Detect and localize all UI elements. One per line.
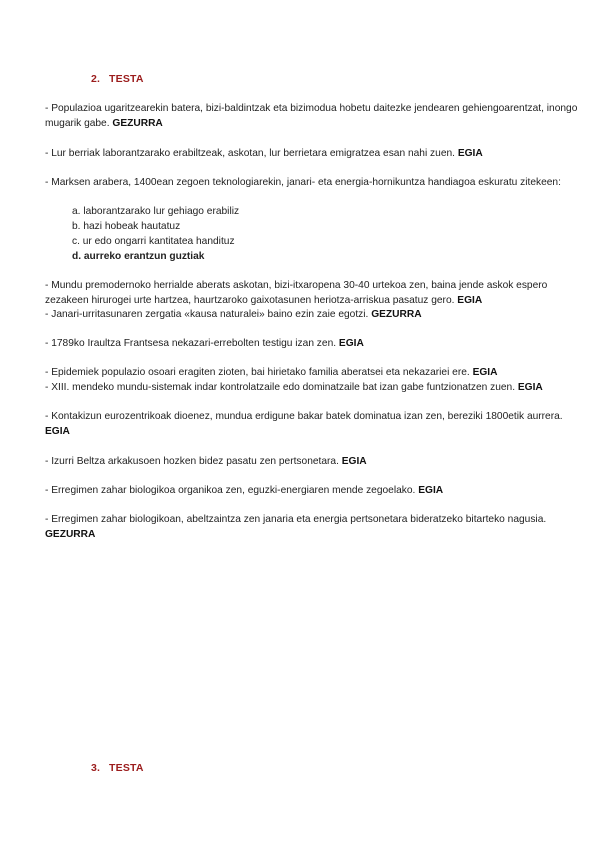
question-text: - Erregimen zahar biologikoa organikoa zen, eguzki-energiaren mende zegoelako. (45, 485, 416, 496)
question-answer: GEZURRA (45, 529, 96, 540)
question-answer: EGIA (517, 382, 543, 393)
section-number: 3. (91, 762, 101, 774)
question-text: - Janari-urritasunaren zergatia «kausa naturalei» baino ezin zaie egotzi. (45, 309, 369, 320)
question-item (45, 365, 590, 380)
question-item (45, 454, 590, 469)
question-item (45, 512, 590, 542)
question-answer: EGIA (457, 295, 483, 306)
question-text: - Kontakizun eurozentrikoak dioenez, mundua erdigune bakar batek dominatua izan zen, bereziki 1800etik aurrera. (45, 411, 563, 422)
section-title: TESTA (109, 762, 144, 774)
question-text: - Izurri Beltza arkakusoen hozken bidez pasatu zen pertsonetara. (45, 456, 339, 467)
question-item (45, 307, 590, 322)
question-answer: GEZURRA (112, 118, 163, 129)
question-item (45, 175, 590, 190)
section-heading-3 (91, 762, 144, 774)
question-text: - Mundu premodernoko herrialde aberats askotan, bizi-itxaropena 30-40 urtekoa zen, baina jende askok espero zezakeen hirurogei urte hartzea, haurtzaroko gaixotasunen heriotza-arriskua pasatuz gero. (45, 280, 548, 306)
section-number: 2. (91, 73, 101, 85)
question-answer: EGIA (472, 367, 498, 378)
question-item (45, 380, 590, 395)
question-text: - Erregimen zahar biologikoan, abeltzaintza zen janaria eta energia pertsonetara bideratzeko bitarteko nagusia. (45, 514, 547, 525)
question-text: - Marksen arabera, 1400ean zegoen teknologiarekin, janari- eta energia-hornikuntza handiagoa eskuratu zitekeen: (45, 177, 561, 188)
question-text: - XIII. mendeko mundu-sistemak indar kontrolatzaile edo dominatzaile bat izan gabe funtzionatzen zuen. (45, 382, 516, 393)
question-answer: EGIA (341, 456, 367, 467)
option-item-correct: d. aurreko erantzun guztiak (72, 251, 205, 262)
question-answer: EGIA (457, 148, 483, 159)
question-answer: GEZURRA (371, 309, 422, 320)
question-item (45, 278, 590, 308)
question-item (45, 483, 590, 498)
question-answer: EGIA (45, 426, 70, 437)
question-item (45, 146, 590, 161)
option-item: c. ur edo ongarri kantitatea handituz (72, 236, 235, 247)
question-item (45, 336, 590, 351)
question-answer: EGIA (418, 485, 444, 496)
option-item: b. hazi hobeak hautatuz (72, 221, 181, 232)
question-text: - Lur berriak laborantzarako erabiltzeak, askotan, lur berrietara emigratzea esan nahi zuen. (45, 148, 455, 159)
question-text: - 1789ko Iraultza Frantsesa nekazari-errebolten testigu izan zen. (45, 338, 337, 349)
section-heading-2 (91, 73, 144, 85)
question-item (45, 101, 590, 131)
option-item: a. laborantzarako lur gehiago erabiliz (72, 206, 240, 217)
question-text: - Epidemiek populazio osoari eragiten zioten, bai hirietako familia aberatsei eta nekazariei ere. (45, 367, 470, 378)
question-text: - Populazioa ugaritzearekin batera, bizi-baldintzak eta bizimodua hobetu daitezke jendearen gehiengoarentzat, inongo mugarik gabe. (45, 103, 578, 129)
question-answer: EGIA (338, 338, 364, 349)
question-item (45, 409, 590, 439)
section-title: TESTA (109, 73, 144, 85)
